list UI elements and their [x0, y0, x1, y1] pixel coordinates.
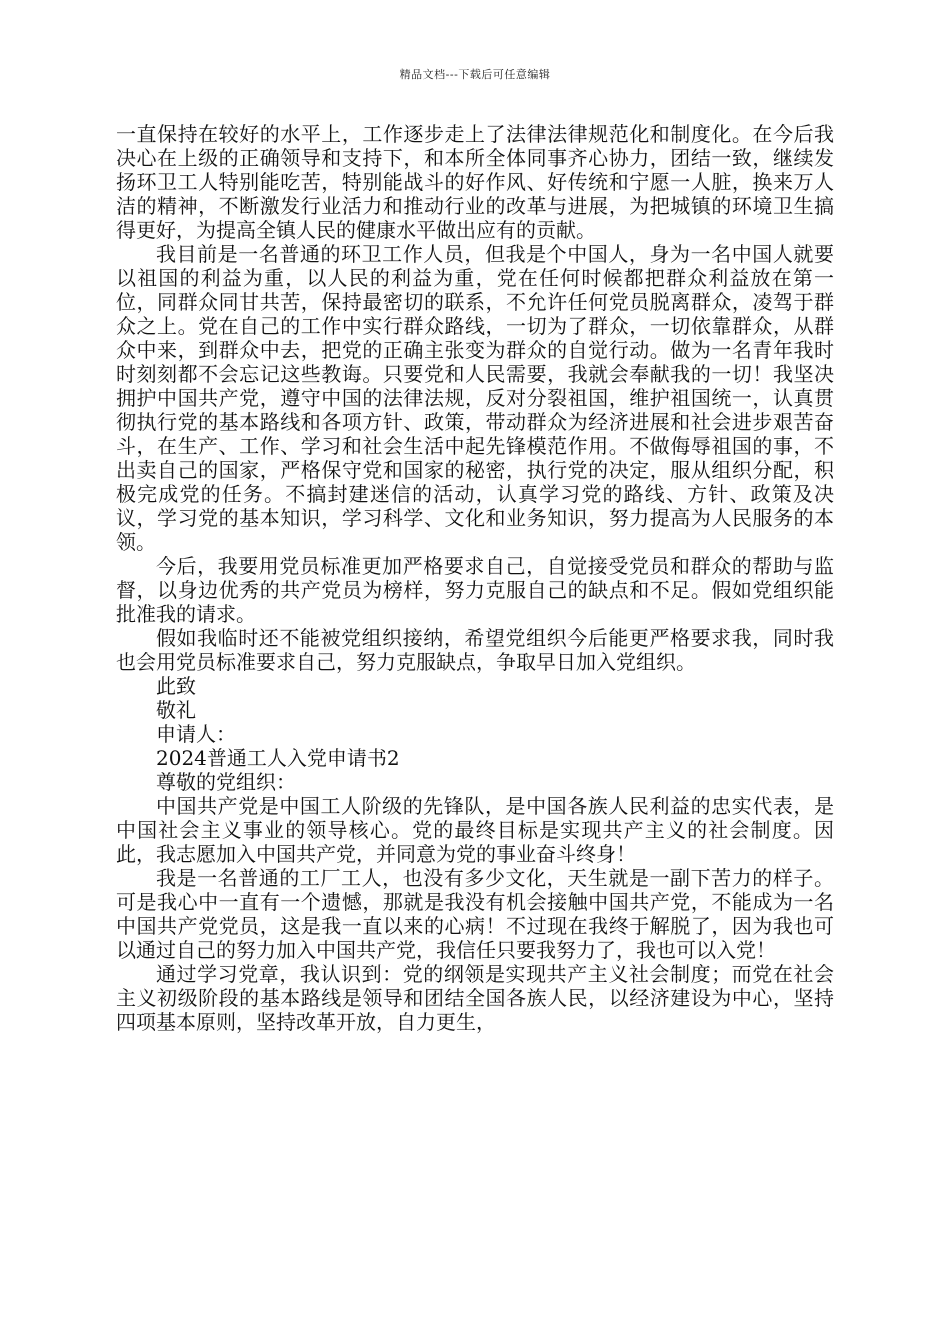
closing-regards: 敬礼 [156, 698, 196, 722]
document-body [116, 122, 834, 1034]
paragraph: 我目前是一名普通的环卫工作人员，但我是个中国人，身为一名中国人就要以祖国的利益为重，以人民的利益为重，党在任何时候都把群众利益放在第一位，同群众同甘共苦，保持最密切的联系，不允许任何党员脱离群众，凌驾于群众之上。党在自己的工作中实行群众路线，一切为了群众，一切依靠群众，从群众中来，到群众中去，把党的正确主张变为群众的自觉行动。做为一名青年我时时刻刻都不会忘记这些教诲。只要党和人民需要，我就会奉献我的一切！我坚决拥护中国共产党，遵守中国的法律法规，反对分裂祖国，维护祖国统一，认真贯彻执行党的基本路线和各项方针、政策，带动群众为经济进展和社会进步艰苦奋斗，在生产、工作、学习和社会生活中起先锋模范作用。不做侮辱祖国的事，不出卖自己的国家，严格保守党和国家的秘密，执行党的决定，服从组织分配，积极完成党的任务。不搞封建迷信的活动，认真学习党的路线、方针、政策及决议，学习党的基本知识，学习科学、文化和业务知识，努力提高为人民服务的本领。 [116, 242, 834, 554]
paragraph: 今后，我要用党员标准更加严格要求自己，自觉接受党员和群众的帮助与监督，以身边优秀的共产党员为榜样，努力克服自己的缺点和不足。假如党组织能批准我的请求。 [116, 554, 834, 626]
paragraph: 通过学习党章，我认识到：党的纲领是实现共产主义社会制度；而党在社会主义初级阶段的基本路线是领导和团结全国各族人民，以经济建设为中心，坚持四项基本原则，坚持改革开放，自力更生， [116, 962, 834, 1034]
paragraph: 我是一名普通的工厂工人，也没有多少文化，天生就是一副下苦力的样子。可是我心中一直有一个遗憾，那就是我没有机会接触中国共产党，不能成为一名中国共产党党员，这是我一直以来的心病！不过现在我终于解脱了，因为我也可以通过自己的努力加入中国共产党，我信任只要我努力了，我也可以入党！ [116, 866, 834, 962]
section-title: 2024普通工人入党申请书2 [156, 746, 400, 770]
paragraph: 中国共产党是中国工人阶级的先锋队，是中国各族人民利益的忠实代表，是中国社会主义事业的领导核心。党的最终目标是实现共产主义的社会制度。因此，我志愿加入中国共产党，并同意为党的事业奋斗终身！ [116, 794, 834, 866]
closing-salutation: 此致 [156, 674, 196, 698]
paragraph: 假如我临时还不能被党组织接纳，希望党组织今后能更严格要求我，同时我也会用党员标准要求自己，努力克服缺点，争取早日加入党组织。 [116, 626, 834, 674]
greeting: 尊敬的党组织： [156, 770, 296, 794]
paragraph-continued: 一直保持在较好的水平上，工作逐步走上了法律法律规范化和制度化。在今后我决心在上级的正确领导和支持下，和本所全体同事齐心协力，团结一致，继续发扬环卫工人特别能吃苦，特别能战斗的好作风、好传统和宁愿一人脏，换来万人洁的精神，不断激发行业活力和推动行业的改革与进展，为把城镇的环境卫生搞得更好，为提高全镇人民的健康水平做出应有的贡献。 [116, 122, 834, 242]
page-header: 精品文档---下载后可任意编辑 [399, 68, 551, 81]
applicant-label: 申请人： [156, 722, 236, 746]
